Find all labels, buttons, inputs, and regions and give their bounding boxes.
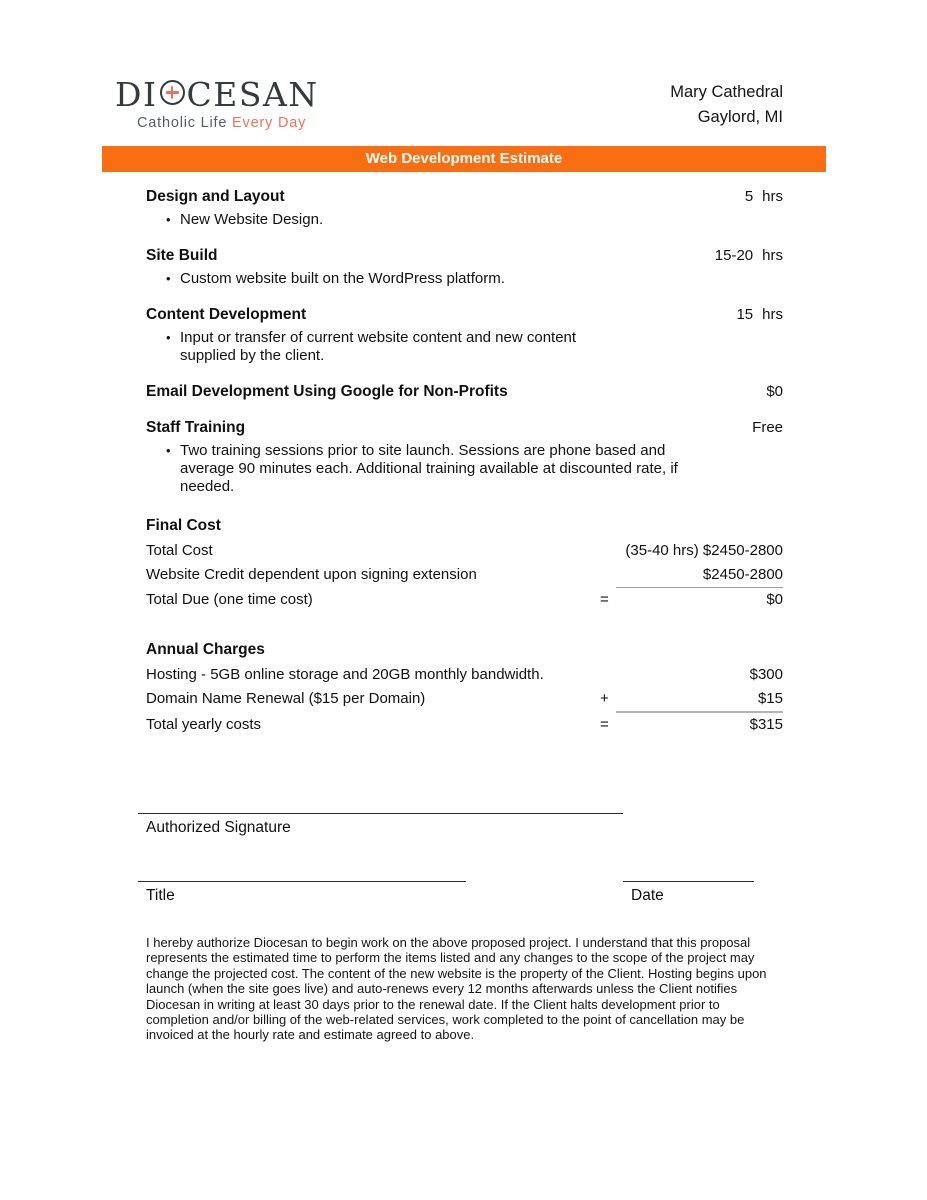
section-value: 15	[736, 306, 754, 323]
authorization-terms	[146, 935, 783, 1043]
row-label: Total yearly costs	[146, 716, 262, 733]
logo-text-post: CESAN	[186, 75, 319, 114]
section-staff-training	[146, 418, 783, 496]
logo-wordmark	[115, 75, 319, 114]
bullet-icon: •	[166, 271, 171, 286]
bullet-line: average 90 minutes each. Additional training available at discounted rate, if	[180, 460, 678, 477]
title-label: Title	[146, 887, 175, 904]
section-heading: Design and Layout	[146, 188, 285, 205]
authorized-signature-label: Authorized Signature	[146, 819, 291, 836]
section-value: 5	[744, 188, 754, 205]
plus-cross-circle-icon	[160, 80, 185, 105]
document-header	[0, 0, 927, 131]
company-logo	[115, 75, 319, 131]
section-site-build	[146, 246, 783, 288]
section-value: Free	[752, 419, 783, 436]
row-operator: =	[600, 591, 609, 608]
signature-area	[138, 813, 783, 905]
bullet-line: Two training sessions prior to site launch. Sessions are phone based and	[180, 442, 666, 459]
logo-text-pre: DI	[115, 75, 158, 114]
section-design-and-layout	[146, 187, 783, 229]
row-value: $300	[749, 666, 783, 683]
terms-line: completion and/or billing of the web-related services, work completed to the point of cancellation may be	[146, 1012, 745, 1028]
table-row	[146, 663, 783, 687]
row-value: $315	[749, 716, 783, 733]
terms-line: represents the estimated time to perform the items listed and any changes to the scope of the project may	[146, 950, 755, 966]
table-row	[146, 563, 783, 588]
bullet-line: needed.	[180, 478, 235, 495]
bullet-line: supplied by the client.	[180, 347, 325, 364]
section-unit: hrs	[762, 247, 783, 264]
row-label: Website Credit dependent upon signing extension	[146, 566, 477, 583]
section-heading: Email Development Using Google for Non-Profits	[146, 383, 508, 400]
table-row	[146, 539, 783, 563]
terms-line: invoiced at the hourly rate and estimate agreed to above.	[146, 1027, 475, 1043]
section-value: $0	[766, 383, 783, 400]
bullet-item	[146, 270, 783, 288]
row-operator: =	[600, 716, 609, 733]
logo-tagline	[137, 115, 319, 131]
section-heading: Site Build	[146, 247, 218, 264]
section-unit: hrs	[762, 306, 783, 323]
section-email-development	[146, 382, 783, 401]
client-name: Mary Cathedral	[670, 83, 783, 101]
document-title-banner	[102, 146, 826, 172]
bullet-line: Custom website built on the WordPress platform.	[180, 270, 505, 287]
annual-charges-heading: Annual Charges	[146, 641, 265, 658]
row-value: $0	[766, 591, 783, 608]
terms-line: change the projected cost. The content of the new website is the property of the Client. Hosting begins upon	[146, 965, 767, 981]
client-info	[670, 78, 783, 130]
bullet-item	[146, 442, 783, 496]
client-location: Gaylord, MI	[697, 108, 783, 126]
row-value: (35-40 hrs) $2450-2800	[625, 542, 783, 559]
row-label: Domain Name Renewal ($15 per Domain)	[146, 690, 426, 707]
bullet-icon: •	[166, 212, 171, 227]
terms-line: I hereby authorize Diocesan to begin work on the above proposed project. I understand that this proposal	[146, 935, 751, 950]
section-heading: Content Development	[146, 306, 307, 323]
bullet-icon: •	[166, 443, 171, 458]
section-heading: Staff Training	[146, 419, 246, 436]
row-value: $2450-2800	[616, 563, 783, 588]
bullet-icon: •	[166, 330, 171, 345]
bullet-line: New Website Design.	[180, 211, 324, 228]
title-field	[138, 881, 466, 905]
terms-line: Diocesan in writing at least 30 days prior to the renewal date. If the Client halts development prior to	[146, 996, 720, 1012]
estimate-body	[146, 187, 783, 1043]
final-cost-heading: Final Cost	[146, 517, 221, 534]
section-unit: hrs	[762, 188, 783, 205]
row-label: Total Cost	[146, 542, 213, 559]
row-value: $15	[616, 687, 783, 713]
final-cost-table	[146, 516, 783, 612]
bullet-item	[146, 329, 783, 365]
tagline-gray: Catholic Life	[137, 115, 228, 131]
section-content-development	[146, 305, 783, 365]
terms-line: launch (when the site goes live) and auto-renews every 12 months afterwards unless the Client notifies	[146, 981, 738, 997]
table-row	[146, 687, 783, 713]
section-value: 15-20	[714, 247, 754, 264]
annual-charges-table	[146, 640, 783, 737]
row-label: Total Due (one time cost)	[146, 591, 313, 608]
table-row	[146, 713, 783, 737]
date-label: Date	[631, 887, 664, 904]
tagline-accent: Every Day	[232, 115, 307, 131]
row-label: Hosting - 5GB online storage and 20GB monthly bandwidth.	[146, 666, 544, 683]
date-field	[623, 881, 754, 905]
table-row	[146, 588, 783, 612]
row-operator: +	[600, 690, 609, 707]
bullet-item	[146, 211, 783, 229]
document-title: Web Development Estimate	[365, 150, 563, 167]
bullet-line: Input or transfer of current website content and new content	[180, 329, 577, 346]
